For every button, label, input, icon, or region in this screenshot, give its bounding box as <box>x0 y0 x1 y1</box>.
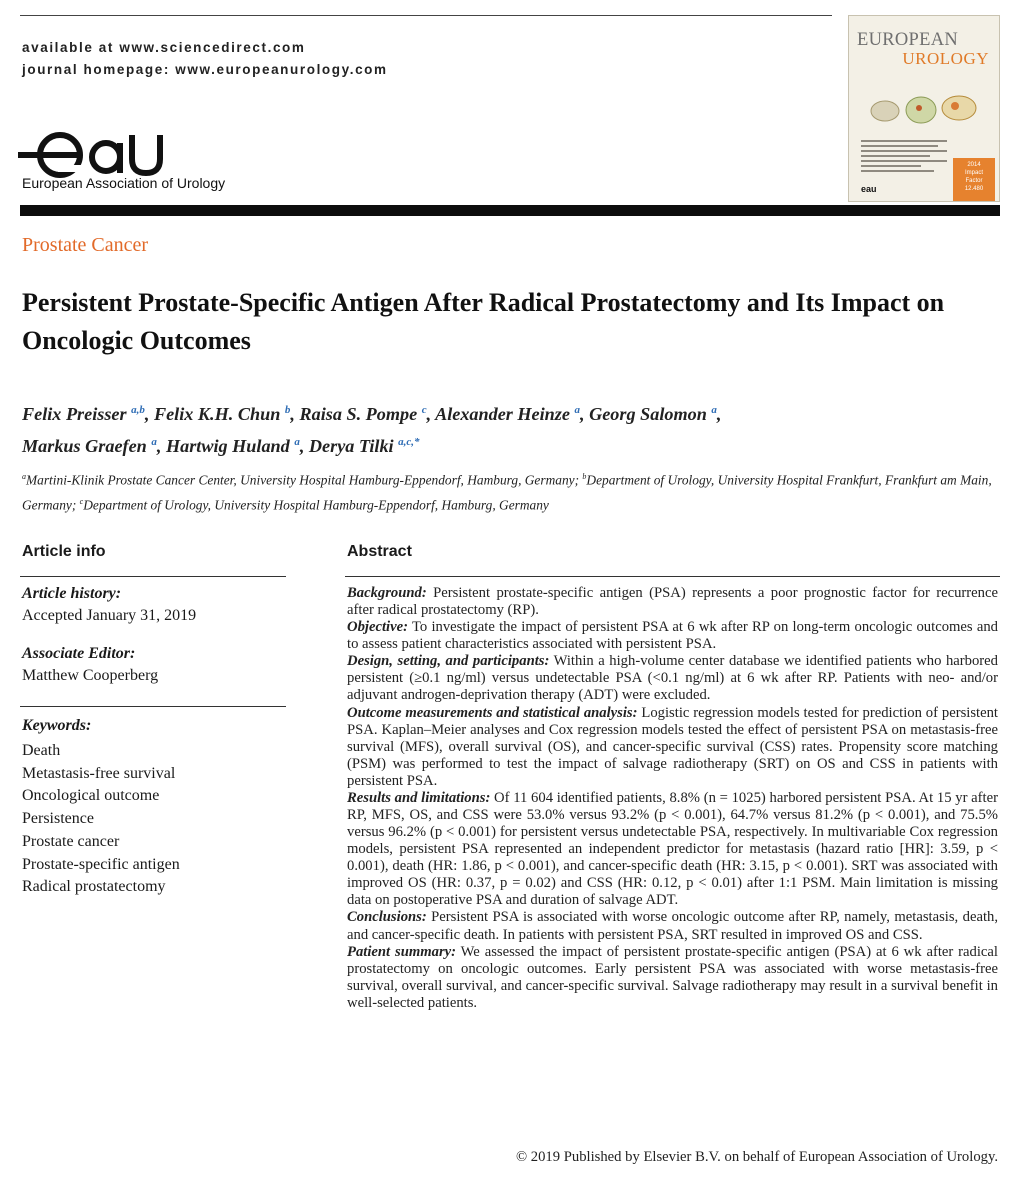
keyword-item[interactable]: Persistence <box>22 810 94 828</box>
abstract-section-label: Outcome measurements and statistical analysis: <box>347 704 638 721</box>
author-name: Raisa S. Pompe <box>299 404 422 425</box>
author-separator: , <box>144 404 154 425</box>
abstract-conclusions <box>347 909 998 943</box>
abstract-rule <box>345 576 1000 577</box>
top-rule <box>20 15 832 16</box>
article-info-heading: Article info <box>22 543 106 560</box>
abstract-section-label: Design, setting, and participants: <box>347 653 550 670</box>
author-affiliation-mark[interactable]: a <box>711 404 717 416</box>
keywords-list <box>22 740 180 899</box>
author-separator: , <box>426 404 436 425</box>
keyword-item[interactable]: Radical prostatectomy <box>22 878 166 896</box>
abstract-section-text: Persistent prostate-specific antigen (PSA) represents a poor prognostic factor for recurrence after radical prostatectomy (RP). <box>347 585 998 619</box>
keyword-item[interactable]: Prostate-specific antigen <box>22 855 180 873</box>
author-separator: , <box>290 404 300 425</box>
author-affiliation-mark[interactable]: a <box>151 436 157 449</box>
author-name: Hartwig Huland <box>165 436 295 457</box>
keyword-item[interactable]: Oncological outcome <box>22 787 160 805</box>
sciencedirect-line: available at www.sciencedirect.com <box>22 40 306 55</box>
abstract-heading: Abstract <box>347 543 412 560</box>
abstract-section-label: Background: <box>347 585 427 601</box>
associate-editor-label: Associate Editor: <box>22 645 136 662</box>
associate-editor-value: Matthew Cooperberg <box>22 667 159 684</box>
affiliation-mark-a: a <box>22 472 26 481</box>
author-affiliation-mark[interactable]: a,c,* <box>398 436 420 449</box>
section-label: Prostate Cancer <box>22 234 149 256</box>
author-name: Felix Preisser <box>22 404 132 425</box>
affiliation-c: Department of Urology, University Hospital Hamburg-Eppendorf, Hamburg, Germany <box>83 497 549 513</box>
article-info-rule <box>20 576 286 577</box>
keyword-item[interactable]: Death <box>22 742 61 759</box>
author-affiliation-mark[interactable]: c <box>421 404 427 416</box>
abstract-section-text: Logistic regression models tested for prediction of persistent PSA. Kaplan–Meier analyses and Cox regression models tested the effect of persistent PSA on metastasis-free survival (MFS), overall survival (OS), and cancer-specific survival (CSS) rates. Propensity score matching (PSM) was performed to test the impact of salvage radiotherapy (SRT) on OS and CSS in patients with persistent PSA. <box>347 704 998 789</box>
article-title: Persistent Prostate-Specific Antigen After Radical Prostatectomy and Its Impact on Oncologic Outcomes <box>22 288 945 355</box>
abstract-results <box>347 790 998 910</box>
eau-logo-text: European Association of Urology <box>22 175 226 191</box>
abstract-patient-summary <box>347 944 998 1012</box>
cover-factor-value: 12.480 <box>964 186 984 192</box>
abstract-outcome <box>347 705 998 790</box>
author-separator: , <box>580 404 590 425</box>
author-name: Markus Graefen <box>22 436 152 457</box>
author-name: Georg Salomon <box>589 404 712 425</box>
affiliation-mark-c: c <box>79 497 84 507</box>
author-affiliation-mark[interactable]: a <box>574 404 580 416</box>
affiliation-a: Martini-Klinik Prostate Cancer Center, University Hospital Hamburg-Eppendorf, Hamburg, Germany; <box>26 472 583 488</box>
keywords-label: Keywords: <box>22 717 92 734</box>
abstract-section-label: Objective: <box>347 619 408 636</box>
affiliation-mark-b: b <box>582 472 587 481</box>
affiliation-b: Department of Urology, University Hospital Frankfurt, Frankfurt am Main, Germany; <box>22 472 992 513</box>
cover-factor-year: 2014 <box>967 162 981 168</box>
cover-eau-logo: eau <box>861 184 877 194</box>
cover-impact-factor <box>953 158 995 202</box>
author-separator: , <box>716 404 722 425</box>
cover-factor-word1: Impact <box>964 170 983 176</box>
abstract-background <box>347 585 998 619</box>
journal-homepage-line: journal homepage: www.europeanurology.com <box>22 62 388 77</box>
keyword-item[interactable]: Metastasis-free survival <box>22 764 176 782</box>
affiliations <box>22 466 1002 517</box>
abstract-objective <box>347 619 998 653</box>
article-history-label: Article history: <box>22 585 122 602</box>
cover-illustration-icon <box>863 86 988 136</box>
header-divider <box>20 205 1000 216</box>
author-name: Derya Tilki <box>308 436 399 457</box>
author-affiliation-mark[interactable]: b <box>284 404 291 416</box>
copyright-notice: © 2019 Published by Elsevier B.V. on behalf of European Association of Urology. <box>516 1149 998 1165</box>
article-history-value: Accepted January 31, 2019 <box>22 607 197 624</box>
abstract-section-text: Within a high-volume center database we identified patients who harbored persistent (≥0.1 ng/ml) versus undetectable PSA (<0.1 ng/ml) at 6 wk after RP. Patients with neo- and/or adjuvant androgen-deprivation therapy (ADT) were excluded. <box>347 653 998 704</box>
cover-title-urology: UROLOGY <box>902 49 989 68</box>
abstract-section-text: Persistent PSA is associated with worse oncologic outcome after RP, namely, metastasis, death, and cancer-specific death. In patients with persistent PSA, SRT resulted in improved OS and CSS. <box>347 909 998 943</box>
author-line-2 <box>22 428 1002 460</box>
journal-cover-image[interactable] <box>848 15 1000 202</box>
cover-factor-word2: Factor <box>965 178 983 184</box>
abstract-section-label: Conclusions: <box>347 909 427 926</box>
author-separator: , <box>156 436 166 457</box>
author-name: Felix K.H. Chun <box>153 404 285 425</box>
author-list <box>22 396 1002 460</box>
keyword-item[interactable]: Prostate cancer <box>22 832 120 850</box>
abstract-design <box>347 653 998 704</box>
cover-title-european: EUROPEAN <box>857 30 959 50</box>
author-separator: , <box>299 436 309 457</box>
abstract-section-text: We assessed the impact of persistent prostate-specific antigen (PSA) at 6 wk after radical prostatectomy on oncologic outcomes. Early persistent PSA was associated with worse metastasis-free survival, overall survival, and cancer-specific survival. Salvage radiotherapy may result in a survival benefit in well-selected patients. <box>347 943 998 1011</box>
abstract-section-text: Of 11 604 identified patients, 8.8% (n = 1025) harbored persistent PSA. At 15 yr after RP, MFS, OS, and CSS were 53.0% versus 93.2% (p < 0.001), 64.7% versus 81.2% (p < 0.001), and 75.5% versus 96.2% (p < 0.001) for persistent versus undetectable PSA, respectively. In multivariable Cox regression models, persistent PSA represented an independent predictor for metastasis (hazard ratio [HR]: 3.59, p < 0.001), death (HR: 1.86, p < 0.001), and cancer-specific death (HR: 3.15, p < 0.001). SRT was associated with improved OS (HR: 0.37, p = 0.02) and CSS (HR: 0.12, p < 0.01) after 1:1 PSM. Main limitation is missing data on postoperative PSA and duration of salvage ADT. <box>347 789 998 909</box>
cover-text-lines <box>861 140 947 175</box>
author-line-1 <box>22 396 1002 428</box>
author-affiliation-mark[interactable]: a <box>294 436 300 449</box>
abstract-body <box>347 585 998 1012</box>
abstract-section-label: Results and limitations: <box>347 789 491 806</box>
abstract-section-label: Patient summary: <box>347 943 457 960</box>
author-affiliation-mark[interactable]: a,b <box>131 404 145 416</box>
keywords-rule <box>20 706 286 707</box>
author-name: Alexander Heinze <box>435 404 575 425</box>
abstract-section-text: To investigate the impact of persistent PSA at 6 wk after RP on long-term oncologic outcomes and to assess patient characteristics associated with persistent PSA. <box>347 619 998 653</box>
